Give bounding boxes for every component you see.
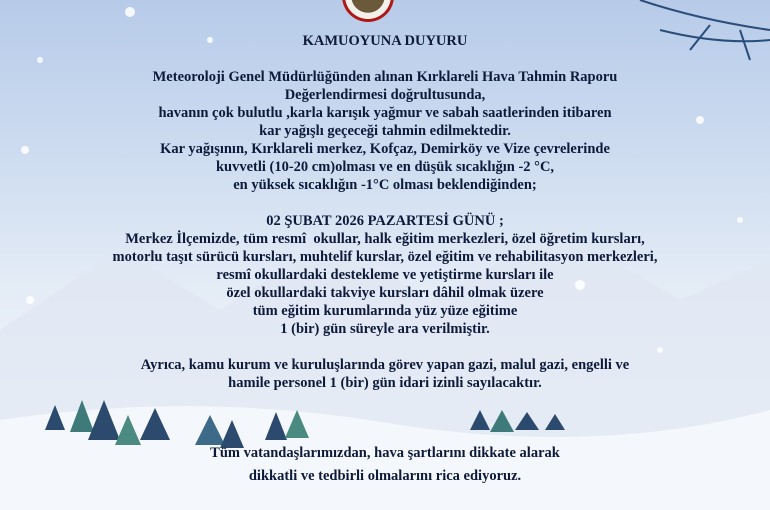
text-line: Değerlendirmesi doğrultusunda, bbox=[284, 87, 486, 103]
text-line: kuvvetli (10-20 cm)olması ve en düşük sıcaklığın -2 °C, bbox=[215, 159, 555, 175]
announcement-title: KAMUOYUNA DUYURU bbox=[302, 33, 468, 49]
text-line: en yüksek sıcaklığın -1°C olması beklendiğinden; bbox=[233, 177, 537, 193]
text-line: kar yağışlı geçeceği tahmin edilmektedir. bbox=[259, 123, 511, 139]
text-line: özel okullardaki takviye kursları dâhil olmak üzere bbox=[226, 285, 544, 301]
tree-branch bbox=[640, 0, 770, 60]
text-line: Tüm vatandaşlarımızdan, hava şartlarını dikkate alarak bbox=[210, 445, 560, 461]
text-line: resmî okullardaki destekleme ve yetiştirme kursları ile bbox=[216, 267, 554, 283]
text-line: motorlu taşıt sürücü kursları, muhtelif kurslar, özel eğitim ve rehabilitasyon merkezleri, bbox=[112, 249, 658, 265]
text-line: hamile personel 1 (bir) gün idari izinli sayılacaktır. bbox=[228, 375, 542, 391]
text-line: tüm eğitim kurumlarında yüz yüze eğitime bbox=[252, 303, 518, 319]
text-line: Ayrıca, kamu kurum ve kuruluşlarında görev yapan gazi, malul gazi, engelli ve bbox=[140, 357, 630, 373]
text-line: havanın çok bulutlu ,karla karışık yağmur ve sabah saatlerinden itibaren bbox=[158, 105, 612, 121]
text-line: Merkez İlçemizde, tüm resmî okullar, halk eğitim merkezleri, özel öğretim kursları, bbox=[125, 231, 645, 247]
date-heading: 02 ŞUBAT 2026 PAZARTESİ GÜNÜ ; bbox=[266, 213, 504, 229]
text-line: Meteoroloji Genel Müdürlüğünden alınan Kırklareli Hava Tahmin Raporu bbox=[152, 69, 618, 85]
text-line: 1 (bir) gün süreyle ara verilmiştir. bbox=[280, 321, 490, 337]
text-line: Kar yağışının, Kırklareli merkez, Kofçaz, Demirköy ve Vize çevrelerinde bbox=[160, 141, 610, 157]
text-line: dikkatli ve tedbirli olmalarını rica ediyoruz. bbox=[248, 468, 522, 484]
